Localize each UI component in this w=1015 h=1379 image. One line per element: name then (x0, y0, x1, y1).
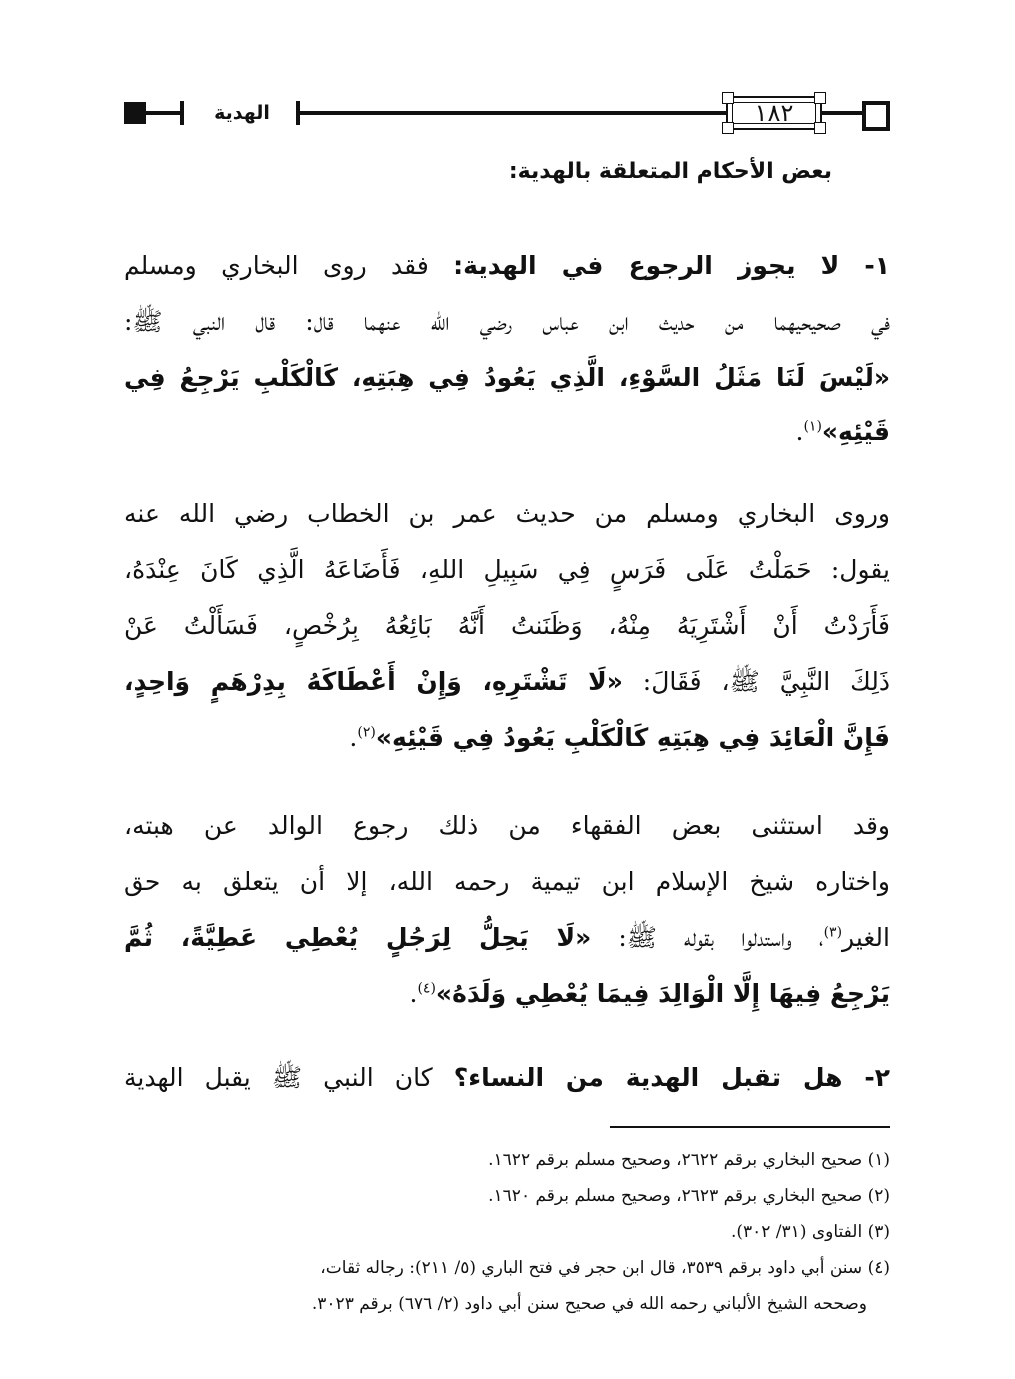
footnote-ref: (٣) (823, 924, 843, 941)
hadith-quote: فَإِنَّ الْعَائِدَ فِي هِبَتِهِ كَالْكَلْبِ يَعُودُ فِي قَيْئِهِ» (375, 723, 890, 752)
hadith-quote: «لَا تَشْتَرِهِ، وَإِنْ أَعْطَاكَهُ بِدِرْهَمٍ وَاحِدٍ، (124, 667, 623, 696)
frame-corner-ornament (814, 92, 826, 104)
footnote-ref: (٤) (417, 980, 436, 997)
running-title: الهدية (214, 102, 270, 124)
frame-corner-ornament (722, 92, 734, 104)
rule-heading: ٢- هل تقبل الهدية من النساء؟ (453, 1063, 890, 1092)
hadith-quote: «لَيْسَ لَنَا مَثَلُ السَّوْءِ، الَّذِي يَعُودُ فِي هِبَتِهِ، كَالْكَلْبِ يَرْجِعُ فِي (124, 363, 890, 392)
text-line: واختاره شيخ الإسلام ابن تيمية رحمه الله، إلا أن يتعلق به حق (124, 867, 890, 896)
frame-corner-ornament (814, 122, 826, 134)
footnote-continuation: وصححه الشيخ الألباني رحمه الله في صحيح سنن أبي داود (٢/ ٦٧٦) برقم ٣٠٢٣. (311, 1294, 867, 1314)
text-line: يقول: حَمَلْتُ عَلَى فَرَسٍ فِي سَبِيلِ اللهِ، فَأَضَاعَهُ الَّذِي كَانَ عِنْدَهُ، (124, 555, 890, 584)
header-ornament-square-left (124, 102, 146, 124)
footnote: (١) صحيح البخاري برقم ٢٦٢٢، وصحيح مسلم برقم ١٦٢٢. (488, 1150, 890, 1170)
header-rule-left (140, 111, 184, 115)
text-line: ذَلِكَ النَّبِيَّ ﷺ، فَقَالَ: «لَا تَشْتَرِهِ، وَإِنْ أَعْطَاكَهُ بِدِرْهَمٍ وَاحِدٍ، (124, 667, 890, 696)
text-line: الغير$^{(٣)}$، واستدلوا بقوله ﷺ: «لَا يَحِلُّ لِرَجُلٍ يُعْطِي عَطِيَّةً، ثُمَّ (124, 923, 890, 952)
header-rule-cap (296, 101, 300, 125)
text-line: وروى البخاري ومسلم من حديث عمر بن الخطاب رضي الله عنه (124, 499, 890, 528)
footnote: (٤) سنن أبي داود برقم ٣٥٣٩، قال ابن حجر في فتح الباري (٥/ ٢١١): رجاله ثقات، (320, 1258, 890, 1278)
hadith-quote: يَرْجِعُ فِيهَا إِلَّا الْوَالِدَ فِيمَا يُعْطِي وَلَدَهُ» (435, 979, 890, 1008)
frame-corner-ornament (722, 122, 734, 134)
text-line: قَيْئِهِ»$^{(١)}$. (795, 417, 890, 446)
footnote-ref: (٢) (357, 724, 376, 741)
text-line: فَأَرَدْتُ أَنْ أَشْتَرِيَهُ مِنْهُ، وَظَنَنتُ أَنَّهُ بَائِعُهُ بِرُخْصٍ، فَسَأَلْتُ عَنْ (124, 611, 890, 640)
text-line: وقد استثنى بعض الفقهاء من ذلك رجوع الوالد عن هبته، (124, 811, 890, 840)
header-rule-middle (296, 111, 726, 115)
page-number: ١٨٢ (754, 99, 794, 127)
hadith-quote: «لَا يَحِلُّ لِرَجُلٍ يُعْطِي عَطِيَّةً، ثُمَّ (124, 923, 592, 952)
header-rule-right (820, 111, 866, 115)
text-line: ١- لا يجوز الرجوع في الهدية: فقد روى البخاري ومسلم (124, 251, 890, 280)
text-line: يَرْجِعُ فِيهَا إِلَّا الْوَالِدَ فِيمَا يُعْطِي وَلَدَهُ»$^{(٤)}$. (409, 979, 890, 1008)
footnote-separator (610, 1126, 890, 1128)
footnote: (٢) صحيح البخاري برقم ٢٦٢٣، وصحيح مسلم برقم ١٦٢٠. (488, 1186, 890, 1206)
rule-heading: ١- لا يجوز الرجوع في الهدية: (453, 251, 890, 280)
header-ornament-square-right (862, 101, 890, 131)
section-heading: بعض الأحكام المتعلقة بالهدية: (508, 159, 832, 184)
text-line: في صحيحيهما من حديث ابن عباس رضي الله عنهما قال: قال النبي ﷺ: (124, 307, 890, 336)
text-line: فَإِنَّ الْعَائِدَ فِي هِبَتِهِ كَالْكَلْبِ يَعُودُ فِي قَيْئِهِ»$^{(٢)}$. (349, 723, 890, 752)
footnote-ref: (١) (803, 418, 822, 435)
text-line: ٢- هل تقبل الهدية من النساء؟ كان النبي ﷺ يقبل الهدية (124, 1063, 890, 1092)
footnote: (٣) الفتاوى (٣١/ ٣٠٢). (730, 1222, 890, 1242)
